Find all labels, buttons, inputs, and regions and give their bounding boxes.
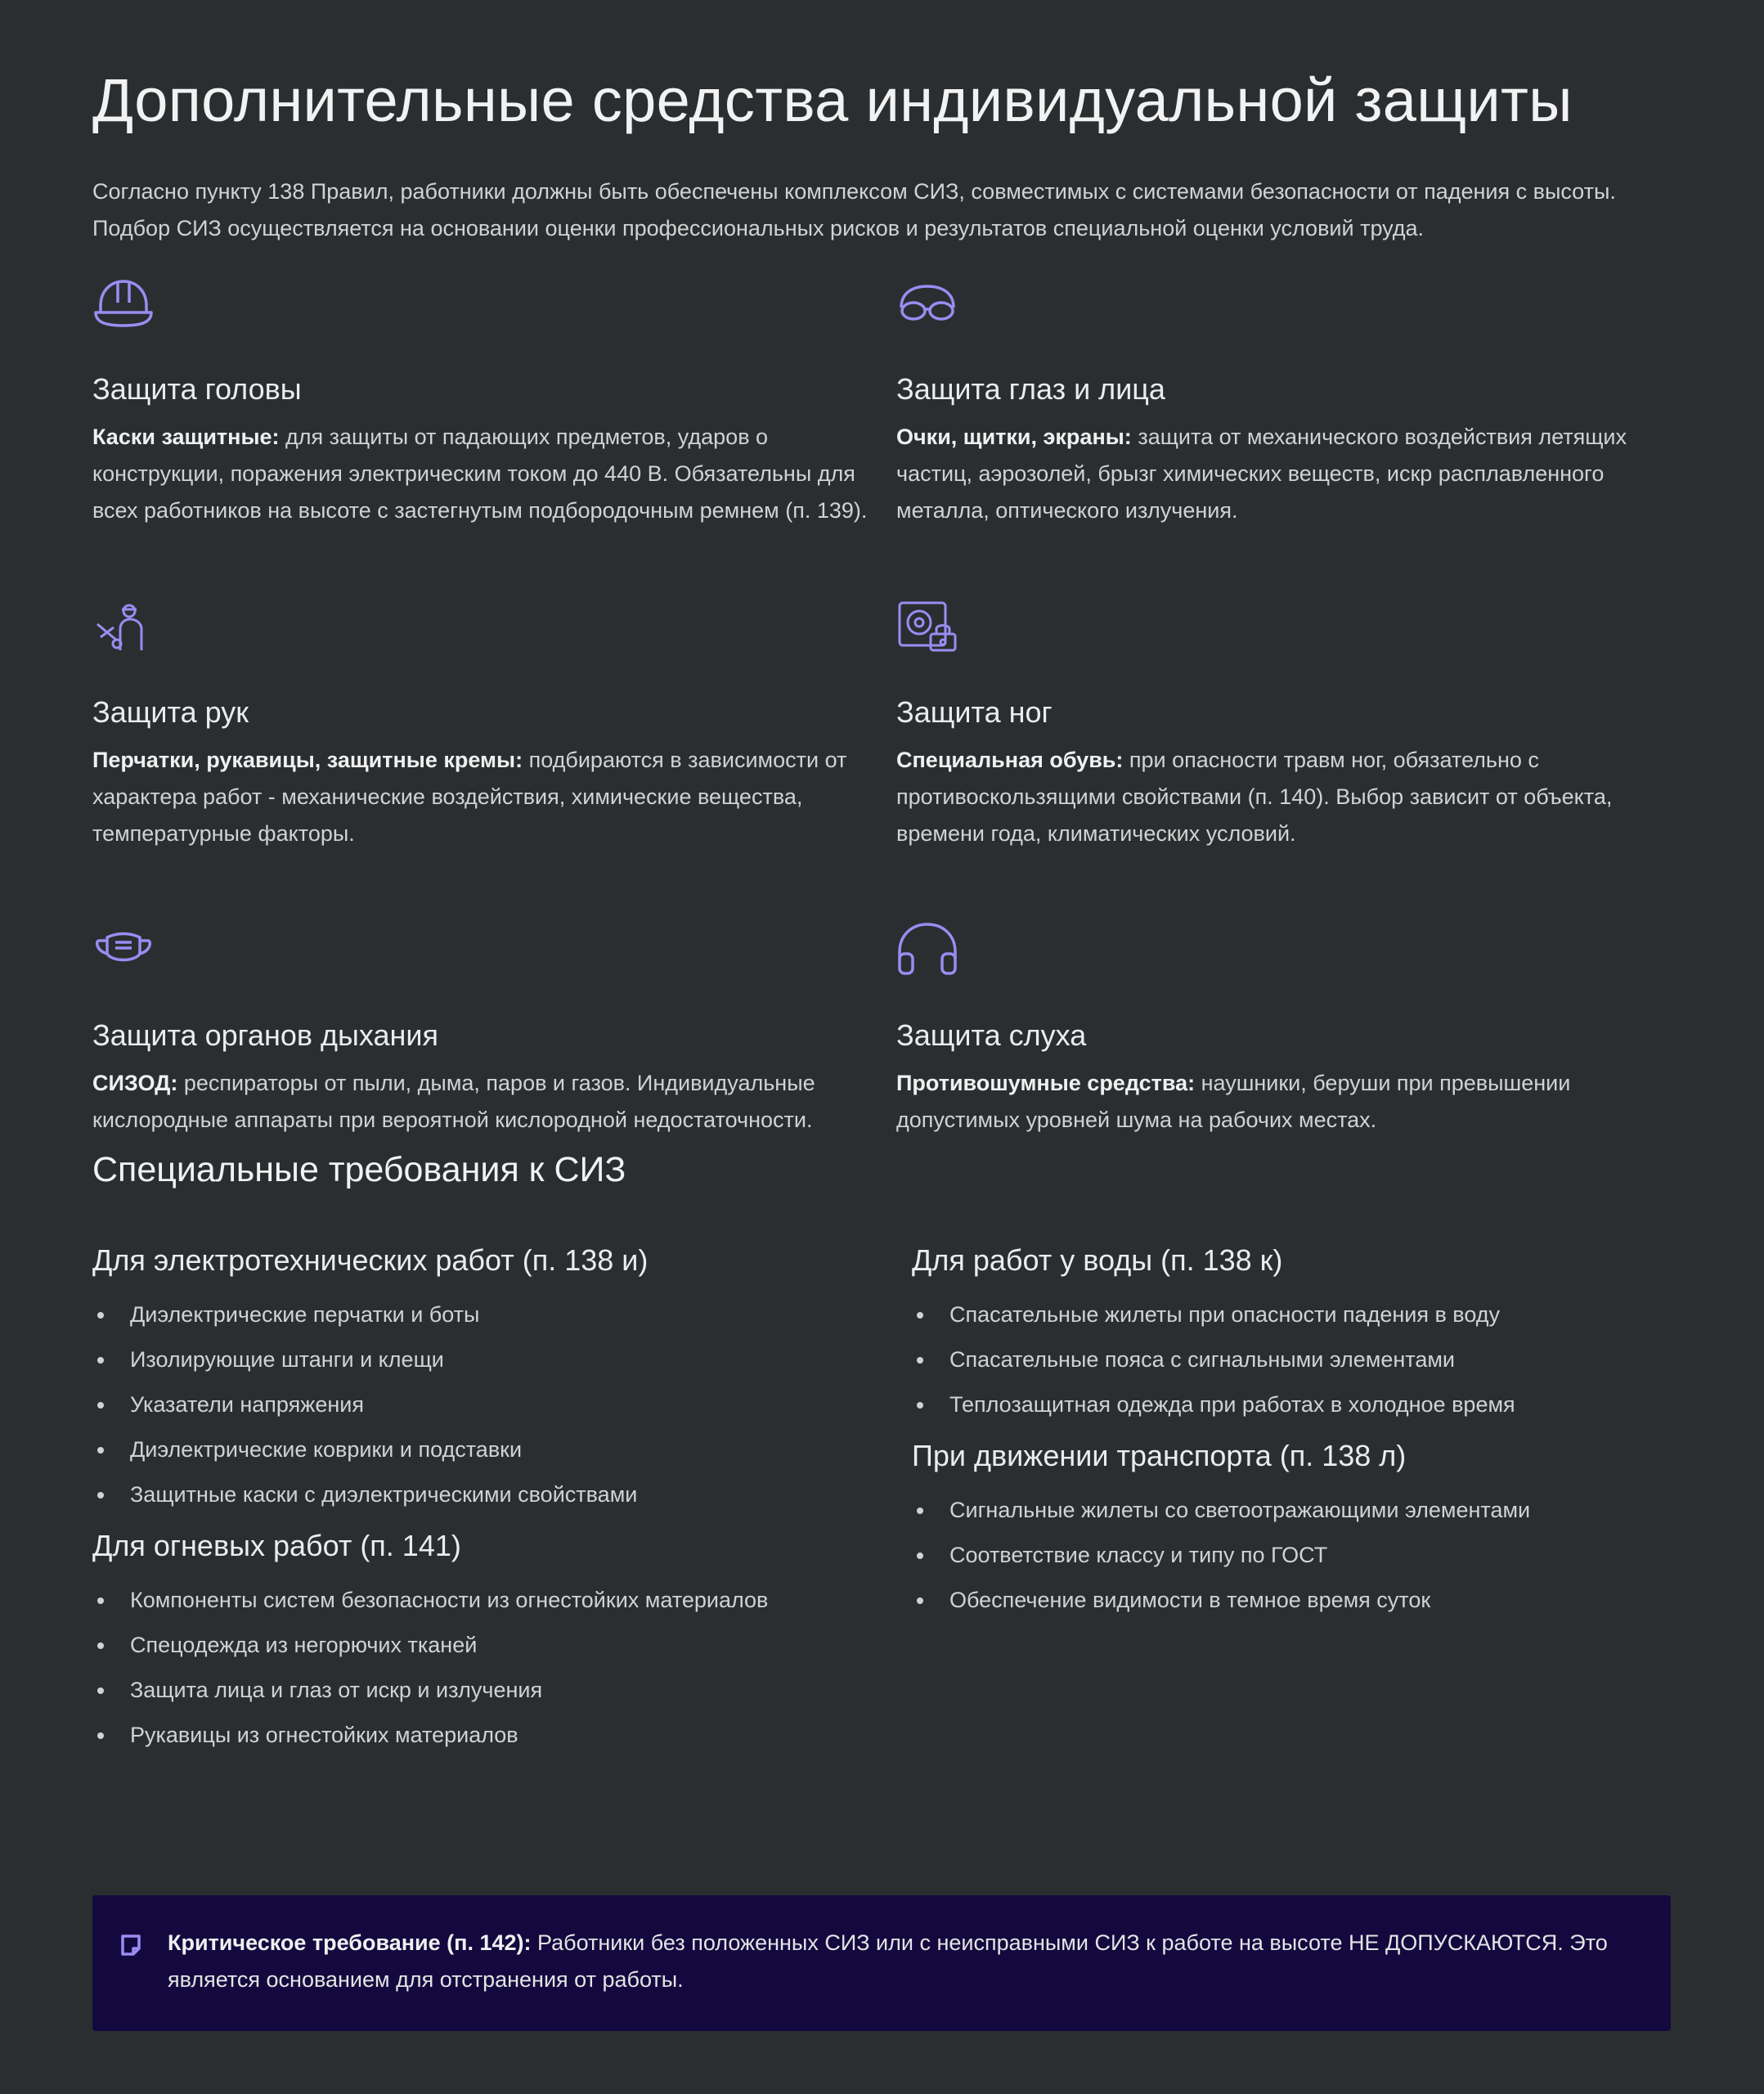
- group-list: [92, 1292, 912, 1517]
- special-requirements-heading: Специальные требования к СИЗ: [92, 1150, 626, 1189]
- headphones-icon: [896, 923, 962, 975]
- page-title: Дополнительные средства индивидуальной защиты: [92, 66, 1573, 134]
- hard-hat-icon: [92, 276, 158, 329]
- group-title: Для огневых работ (п. 141): [92, 1529, 461, 1562]
- list-item: Спасательные жилеты при опасности падения в воду: [912, 1292, 1671, 1337]
- req-column-left: [92, 1240, 912, 1766]
- card-title: Защита рук: [92, 695, 249, 729]
- note-icon: [120, 1931, 141, 1954]
- critical-requirement-callout: [92, 1895, 1671, 2031]
- list-item: Диэлектрические перчатки и боты: [92, 1292, 912, 1337]
- list-item: Рукавицы из огнестойких материалов: [92, 1713, 912, 1758]
- card-hands: [92, 600, 869, 923]
- group-list: [912, 1292, 1671, 1427]
- card-title: Защита ног: [896, 695, 1053, 729]
- card-text: Каски защитные: для защиты от падающих предметов, ударов о конструкции, поражения электрическим током до 440 В. Обязательны для всех работников на высоте с застегнутым подбородочным ремнем (п. 139).: [92, 425, 868, 523]
- card-feet: [896, 600, 1673, 923]
- card-text: СИЗОД: респираторы от пыли, дыма, паров и газов. Индивидуальные кислородные аппараты при вероятной кислородной недостаточности.: [92, 1071, 815, 1132]
- card-text: Перчатки, рукавицы, защитные кремы: подбираются в зависимости от характера работ - механические воздействия, химические вещества, температурные факторы.: [92, 748, 847, 846]
- ppe-categories: [92, 276, 1672, 1132]
- list-item: Обеспечение видимости в темное время суток: [912, 1578, 1671, 1623]
- special-requirements: [92, 1240, 1672, 1766]
- list-item: Соответствие классу и типу по ГОСТ: [912, 1533, 1671, 1578]
- list-item: Указатели напряжения: [92, 1382, 912, 1427]
- list-item: Сигнальные жилеты со светоотражающими элементами: [912, 1488, 1671, 1533]
- list-item: Защитные каски с диэлектрическими свойствами: [92, 1472, 912, 1517]
- card-title: Защита органов дыхания: [92, 1018, 439, 1052]
- callout-label: Критическое требование (п. 142):: [168, 1930, 532, 1955]
- card-text: Противошумные средства: наушники, беруши при превышении допустимых уровней шума на рабочих местах.: [896, 1071, 1571, 1132]
- card-title: Защита головы: [92, 372, 302, 406]
- list-item: Теплозащитная одежда при работах в холодное время: [912, 1382, 1671, 1427]
- list-item: Диэлектрические коврики и подставки: [92, 1427, 912, 1472]
- callout-text: Работники без положенных СИЗ или с неисправными СИЗ к работе на высоте НЕ ДОПУСКАЮТСЯ. Это является основанием для отстранения от работы.: [168, 1930, 1608, 1992]
- worker-icon: [92, 600, 158, 652]
- safe-lock-icon: [896, 600, 962, 652]
- group-title: При движении транспорта (п. 138 л): [912, 1439, 1407, 1472]
- card-text: Специальная обувь: при опасности травм ног, обязательно с противоскользящими свойствами (п. 140). Выбор зависит от объекта, времени года, климатических условий.: [896, 748, 1613, 846]
- group-title: Для электротехнических работ (п. 138 и): [92, 1243, 649, 1277]
- card-eyes: [896, 276, 1673, 600]
- card-breathing: [92, 923, 869, 1132]
- list-item: Спасательные пояса с сигнальными элементами: [912, 1337, 1671, 1382]
- card-title: Защита глаз и лица: [896, 372, 1165, 406]
- req-column-right: [912, 1240, 1671, 1766]
- list-item: Компоненты систем безопасности из огнестойких материалов: [92, 1578, 912, 1623]
- goggles-icon: [896, 276, 962, 329]
- list-item: Спецодежда из негорючих тканей: [92, 1623, 912, 1668]
- group-list: [92, 1578, 912, 1758]
- list-item: Изолирующие штанги и клещи: [92, 1337, 912, 1382]
- card-title: Защита слуха: [896, 1018, 1087, 1052]
- list-item: Защита лица и глаз от искр и излучения: [92, 1668, 912, 1713]
- group-title: Для работ у воды (п. 138 к): [912, 1243, 1283, 1277]
- card-text: Очки, щитки, экраны: защита от механического воздействия летящих частиц, аэрозолей, брызг химических веществ, искр расплавленного металла, оптического излучения.: [896, 425, 1627, 523]
- group-list: [912, 1488, 1671, 1623]
- mask-icon: [92, 923, 158, 975]
- intro-paragraph: Согласно пункту 138 Правил, работники должны быть обеспечены комплексом СИЗ, совместимых с системами безопасности от падения с высоты. Подбор СИЗ осуществляется на основании оценки профессиональных рисков и результатов специальной оценки условий труда.: [92, 179, 1616, 240]
- card-head: [92, 276, 869, 600]
- card-hearing: [896, 923, 1673, 1132]
